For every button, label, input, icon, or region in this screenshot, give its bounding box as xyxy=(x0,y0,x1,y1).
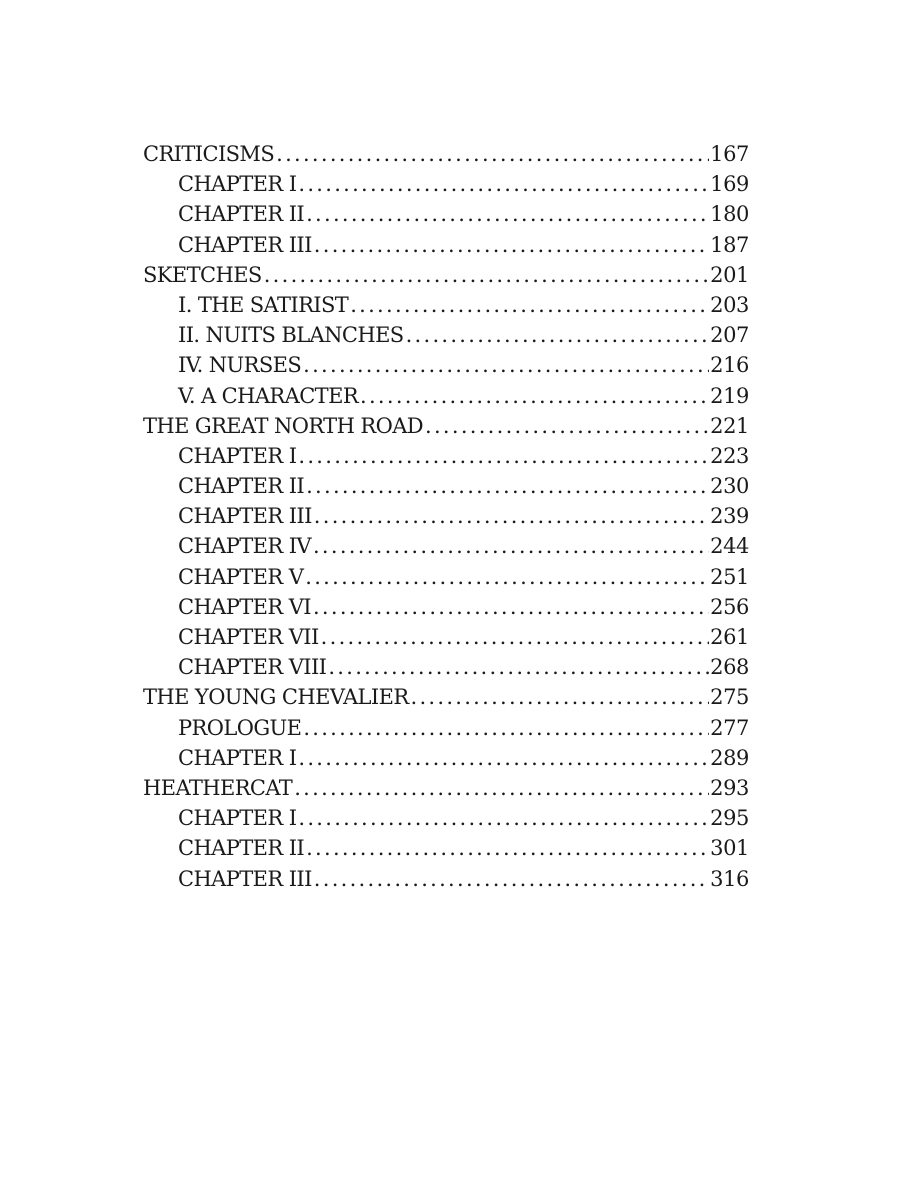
toc-entry-title: CHAPTER II xyxy=(178,474,305,499)
toc-entry-title: V. A CHARACTER xyxy=(178,383,359,408)
toc-subentry xyxy=(143,471,749,501)
toc-subentry xyxy=(143,652,749,682)
toc-subentry xyxy=(143,803,749,833)
dot-leader xyxy=(406,320,710,350)
dot-leader xyxy=(264,260,709,290)
toc-entry-page-number: 167 xyxy=(710,142,749,166)
toc-entry-title: THE GREAT NORTH ROAD xyxy=(143,413,424,438)
toc-entry-page-number: 256 xyxy=(710,594,749,619)
toc-entry-title: CHAPTER V xyxy=(178,564,304,589)
toc-entry-page-number: 251 xyxy=(710,564,749,589)
toc-entry-title: II. NUITS BLANCHES xyxy=(178,323,404,348)
toc-subentry xyxy=(143,230,749,260)
dot-leader xyxy=(298,743,709,773)
dot-leader xyxy=(314,864,709,894)
toc-subentry xyxy=(143,864,749,894)
toc-entry-page-number: 239 xyxy=(710,504,749,529)
toc-entry-title: CHAPTER I xyxy=(178,443,297,468)
toc-section-entry xyxy=(143,773,749,803)
toc-entry-title: CHAPTER III xyxy=(178,866,312,891)
toc-entry-title: CRITICISMS xyxy=(143,142,275,166)
toc-entry-page-number: 207 xyxy=(710,323,749,348)
dot-leader xyxy=(294,773,709,803)
toc-subentry xyxy=(143,169,749,199)
dot-leader xyxy=(350,290,709,320)
toc-entry-title: CHAPTER IV xyxy=(178,534,311,559)
dot-leader xyxy=(306,471,709,501)
dot-leader xyxy=(298,169,709,199)
toc-entry-title: HEATHERCAT xyxy=(143,775,293,800)
dot-leader xyxy=(314,230,709,260)
dot-leader xyxy=(314,501,709,531)
toc-subentry xyxy=(143,501,749,531)
toc-entry-page-number: 223 xyxy=(710,443,749,468)
dot-leader xyxy=(306,199,709,229)
toc-entry-title: CHAPTER III xyxy=(178,504,312,529)
dot-leader xyxy=(306,833,709,863)
toc-subentry xyxy=(143,290,749,320)
toc-subentry xyxy=(143,592,749,622)
toc-entry-title: CHAPTER I xyxy=(178,806,297,831)
toc-entry-page-number: 295 xyxy=(710,806,749,831)
toc-entry-page-number: 221 xyxy=(710,413,749,438)
toc-subentry xyxy=(143,713,749,743)
toc-entry-title: CHAPTER III xyxy=(178,232,312,257)
toc-subentry xyxy=(143,199,749,229)
toc-entry-page-number: 230 xyxy=(710,474,749,499)
toc-entry-title: CHAPTER II xyxy=(178,836,305,861)
toc-entry-page-number: 180 xyxy=(710,202,749,227)
toc-entry-page-number: 219 xyxy=(710,383,749,408)
dot-leader xyxy=(360,381,709,411)
toc-entry-title: CHAPTER VI xyxy=(178,594,311,619)
toc-entry-title: CHAPTER VII xyxy=(178,625,319,649)
dot-leader xyxy=(305,562,709,592)
toc-entry-title: CHAPTER II xyxy=(178,202,305,227)
toc-subentry xyxy=(143,441,749,471)
toc-entry-title: CHAPTER I xyxy=(178,745,297,770)
table-of-contents xyxy=(143,139,749,894)
dot-leader xyxy=(276,139,709,169)
toc-entry-title: I. THE SATIRIST xyxy=(178,292,349,317)
toc-entry-page-number: 289 xyxy=(710,745,749,770)
toc-entry-title: THE YOUNG CHEVALIER xyxy=(143,685,409,710)
toc-section-entry xyxy=(143,260,749,290)
toc-entry-page-number: 301 xyxy=(710,836,749,861)
toc-entry-title: SKETCHES xyxy=(143,262,262,287)
toc-subentry xyxy=(143,531,749,561)
toc-subentry xyxy=(143,743,749,773)
dot-leader xyxy=(303,350,709,380)
toc-entry-page-number: 277 xyxy=(710,715,749,740)
toc-entry-page-number: 216 xyxy=(710,353,749,378)
toc-entry-title: PROLOGUE xyxy=(178,715,302,740)
toc-section-entry xyxy=(143,411,749,441)
dot-leader xyxy=(411,682,710,712)
dot-leader xyxy=(298,803,709,833)
toc-subentry xyxy=(143,622,749,652)
toc-entry-page-number: 203 xyxy=(710,292,749,317)
toc-subentry xyxy=(143,381,749,411)
toc-entry-page-number: 316 xyxy=(710,866,749,891)
dot-leader xyxy=(303,713,709,743)
toc-entry-title: CHAPTER I xyxy=(178,172,297,197)
toc-section-entry xyxy=(143,139,749,169)
toc-entry-page-number: 268 xyxy=(710,655,749,680)
dot-leader xyxy=(425,411,709,441)
dot-leader xyxy=(298,441,709,471)
toc-entry-page-number: 201 xyxy=(710,262,749,287)
toc-subentry xyxy=(143,350,749,380)
dot-leader xyxy=(313,531,709,561)
toc-subentry xyxy=(143,562,749,592)
toc-entry-page-number: 169 xyxy=(710,172,749,197)
toc-entry-title: IV. NURSES xyxy=(178,353,302,378)
dot-leader xyxy=(313,592,709,622)
toc-subentry xyxy=(143,833,749,863)
toc-subentry xyxy=(143,320,749,350)
toc-entry-page-number: 293 xyxy=(710,775,749,800)
dot-leader xyxy=(328,652,709,682)
toc-entry-page-number: 187 xyxy=(710,232,749,257)
toc-entry-title: CHAPTER VIII xyxy=(178,655,327,680)
toc-entry-page-number: 244 xyxy=(710,534,749,559)
toc-entry-page-number: 275 xyxy=(710,685,749,710)
dot-leader xyxy=(321,622,709,652)
toc-section-entry xyxy=(143,682,749,712)
toc-entry-page-number: 261 xyxy=(710,625,749,649)
